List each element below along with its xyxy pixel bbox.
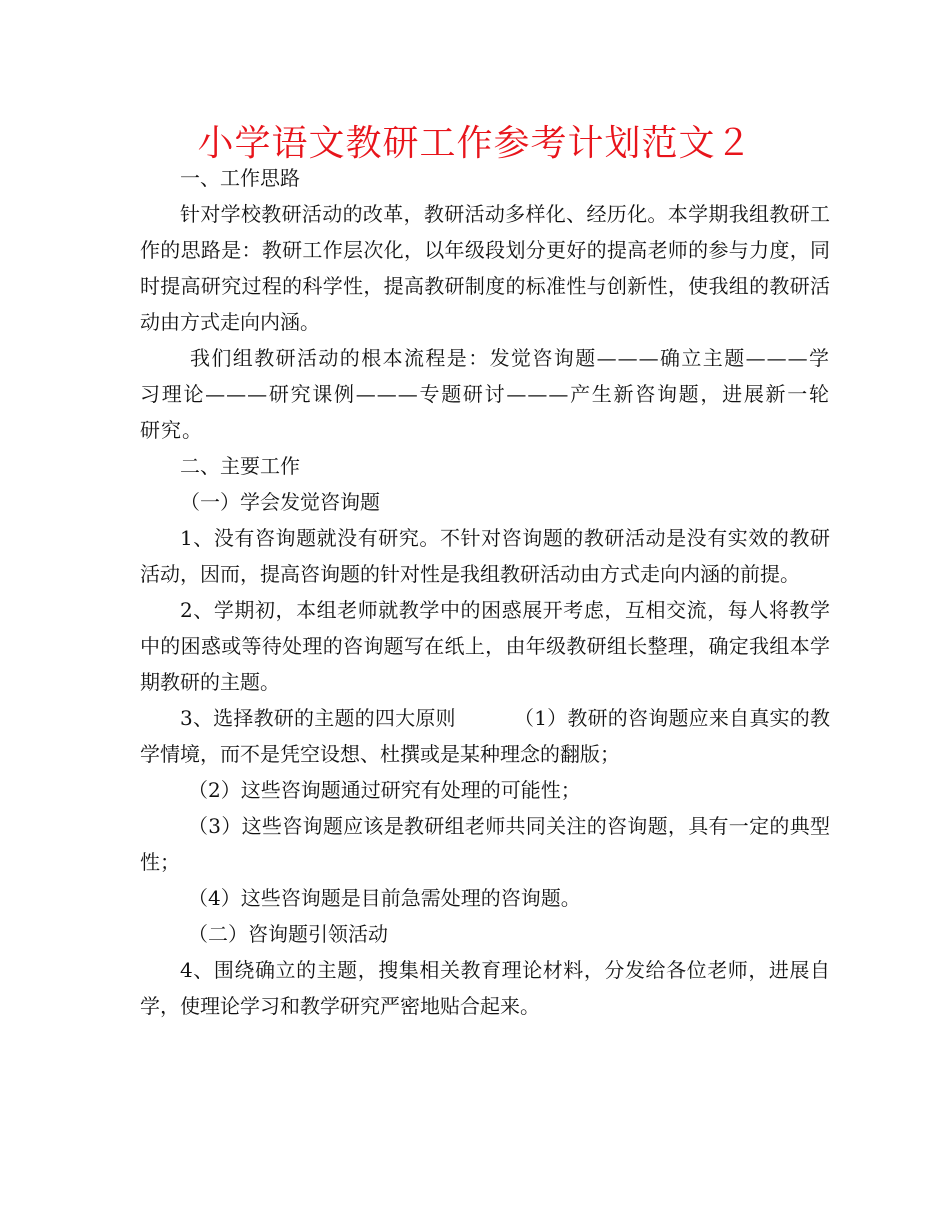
subsection-heading: （一）学会发觉咨询题 [180, 490, 380, 514]
principle-item: （2）这些咨询题通过研究有处理的可能性； [188, 778, 581, 802]
paragraph [140, 700, 830, 772]
subsection-heading: （二）咨询题引领活动 [188, 922, 388, 946]
principle-item: （1）教研的咨询题应来自真实的教学情境，而不是凭空设想、杜撰或是某种理念的翻版； [140, 706, 830, 766]
principle-heading: 3、选择教研的主题的四大原则 [180, 706, 456, 730]
paragraph: 4、围绕确立的主题，搜集相关教育理论材料，分发给各位老师，进展自学，使理论学习和教学研究严密地贴合起来。 [140, 958, 830, 1018]
section-heading: 一、工作思路 [180, 166, 300, 190]
document-title: 小学语文教研工作参考计划范文２ [197, 123, 753, 164]
paragraph: 针对学校教研活动的改革，教研活动多样化、经历化。本学期我组教研工作的思路是：教研工作层次化，以年级段划分更好的提高老师的参与力度，同时提高研究过程的科学性，提高教研制度的标准性与创新性，使我组的教研活动由方式走向内涵。 [140, 202, 830, 334]
principle-item: （4）这些咨询题是目前急需处理的咨询题。 [188, 886, 581, 910]
document-body [140, 160, 830, 1024]
paragraph: 2、学期初，本组老师就教学中的困惑展开考虑，互相交流，每人将教学中的困惑或等待处理的咨询题写在纸上，由年级教研组长整理，确定我组本学期教研的主题。 [140, 598, 830, 694]
section-heading: 二、主要工作 [180, 454, 300, 478]
paragraph: 1、没有咨询题就没有研究。不针对咨询题的教研活动是没有实效的教研活动，因而，提高咨询题的针对性是我组教研活动由方式走向内涵的前提。 [140, 526, 830, 586]
paragraph: 我们组教研活动的根本流程是：发觉咨询题———确立主题———学习理论———研究课例———专题研讨———产生新咨询题，进展新一轮研究。 [140, 346, 830, 442]
principle-item: （3）这些咨询题应该是教研组老师共同关注的咨询题，具有一定的典型性； [140, 814, 830, 874]
